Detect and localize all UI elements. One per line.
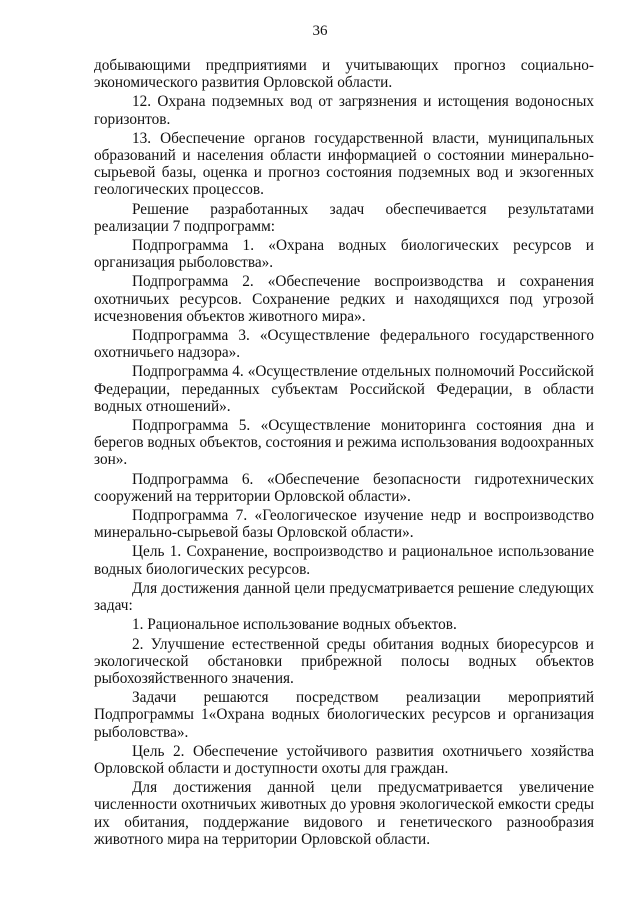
paragraph-subprogram-1: Подпрограмма 1. «Охрана водных биологических ресурсов и организация рыболовства».	[94, 237, 594, 272]
paragraph-goal-1-tasks-intro: Для достижения данной цели предусматривается решение следующих задач:	[94, 579, 594, 615]
paragraph-subprogram-3: Подпрограмма 3. «Осуществление федерального государственного охотничьего надзора».	[94, 327, 594, 362]
paragraph-subprogram-2: Подпрограмма 2. «Обеспечение воспроизводства и сохранения охотничьих ресурсов. Сохранение редких и находящихся под угрозой исчезновения объектов животного мира».	[94, 273, 594, 325]
paragraph-goal-1-task-1: 1. Рациональное использование водных объектов.	[132, 616, 457, 634]
paragraph-goal-1-task-2: 2. Улучшение естественной среды обитания водных биоресурсов и экологической обстановки прибрежной полосы водных объектов рыбохозяйственного значения.	[94, 635, 594, 687]
paragraph-continuation: добывающими предприятиями и учитывающих прогноз социально-экономического развития Орловской области.	[94, 57, 594, 92]
document-body	[94, 57, 594, 848]
paragraph-goal-1-implementation: Задачи решаются посредством реализации мероприятий Подпрограммы 1«Охрана водных биологических ресурсов и организация рыболовства».	[94, 689, 594, 741]
paragraph-subprograms-intro: Решение разработанных задач обеспечивается результатами реализации 7 подпрограмм:	[94, 200, 594, 235]
paragraph-goal-2: Цель 2. Обеспечение устойчивого развития охотничьего хозяйства Орловской области и доступности охоты для граждан.	[94, 742, 594, 777]
paragraph-subprogram-4: Подпрограмма 4. «Осуществление отдельных полномочий Российской Федерации, переданных субъектам Российской Федерации, в области водных отношений».	[94, 363, 594, 415]
paragraph-subprogram-6: Подпрограмма 6. «Обеспечение безопасности гидротехнических сооружений на территории Орловской области».	[94, 470, 594, 505]
paragraph-task-13: 13. Обеспечение органов государственной власти, муниципальных образований и населения области информацией о состоянии минерально-сырьевой базы, оценка и прогноз состояния подземных вод и экзогенных геологических процессов.	[94, 129, 594, 199]
page-number: 36	[312, 23, 328, 39]
paragraph-task-12: 12. Охрана подземных вод от загрязнения и истощения водоносных горизонтов.	[94, 93, 594, 128]
paragraph-subprogram-7: Подпрограмма 7. «Геологическое изучение недр и воспроизводство минерально-сырьевой базы Орловской области».	[94, 507, 594, 542]
paragraph-goal-2-measures: Для достижения данной цели предусматривается увеличение численности охотничьих животных до уровня экологической емкости среды их обитания, поддержание видового и генетического разнообразия животного мира на территории Орловской области.	[94, 779, 594, 848]
paragraph-goal-1: Цель 1. Сохранение, воспроизводство и рациональное использование водных биологических ресурсов.	[94, 543, 594, 578]
paragraph-subprogram-5: Подпрограмма 5. «Осуществление мониторинга состояния дна и берегов водных объектов, состояния и режима использования водоохранных зон».	[94, 417, 594, 469]
